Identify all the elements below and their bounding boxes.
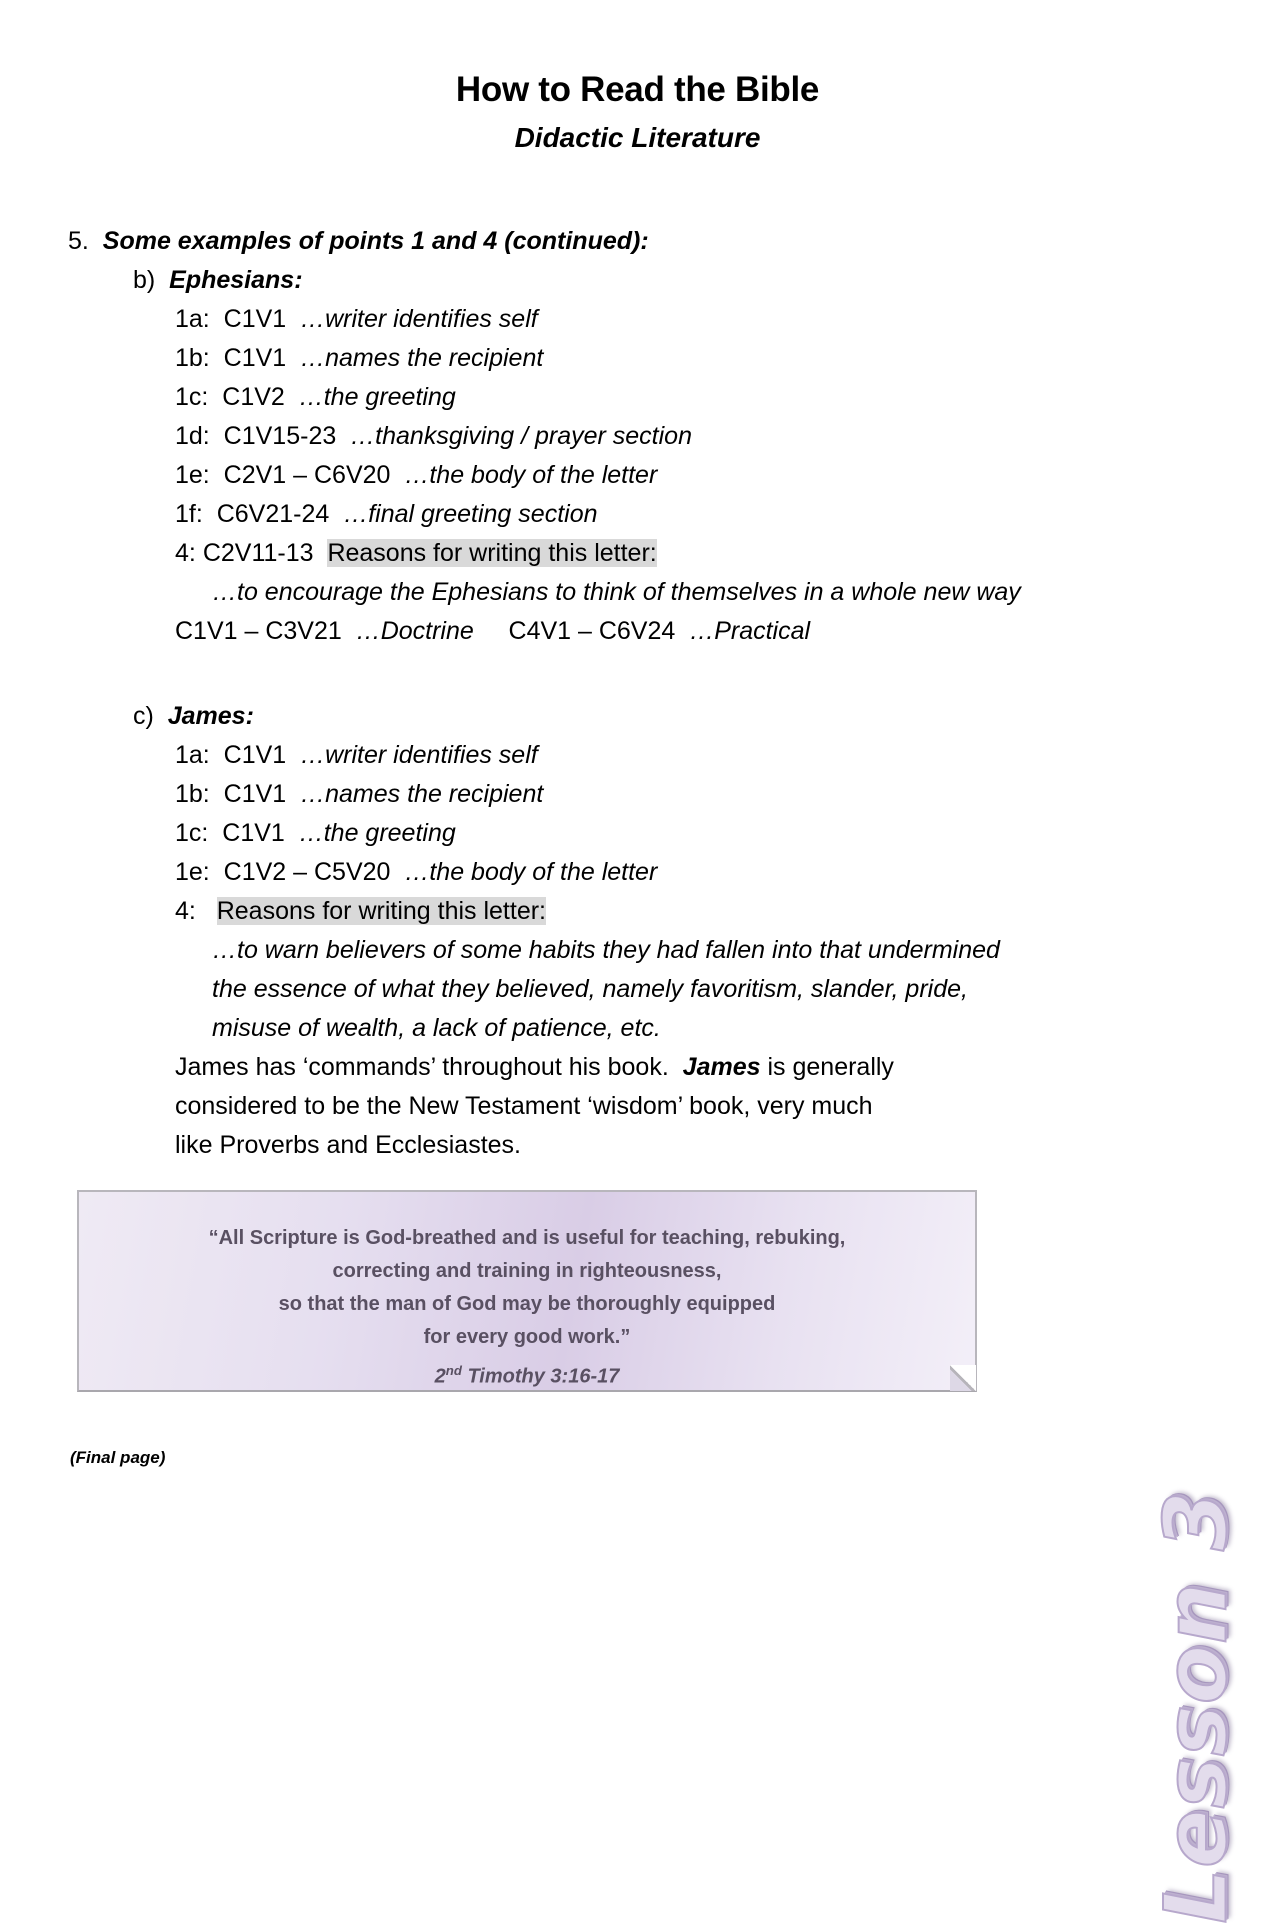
- quote-line: correcting and training in righteousness,: [332, 1260, 722, 1282]
- item-ref: C6V21-24: [216, 500, 330, 528]
- item-ref: C1V1: [223, 344, 287, 372]
- list-item: [0, 495, 1060, 534]
- item-label: 1c:: [175, 819, 209, 847]
- subsection-title-ephesians: Ephesians:: [169, 266, 303, 294]
- item-desc: …final greeting section: [343, 500, 598, 528]
- item-ref: C1V2: [222, 383, 285, 411]
- james-paragraph-line: [0, 1048, 1060, 1087]
- paragraph-emphasis: James: [682, 1053, 761, 1081]
- item-label: 1b:: [175, 344, 210, 372]
- section-number: 5.: [68, 227, 89, 255]
- paragraph-text: is generally: [760, 1053, 894, 1081]
- item-label: 1e:: [175, 858, 210, 886]
- item-ref: C1V1: [223, 780, 287, 808]
- citation-ordinal-suffix: nd: [445, 1363, 462, 1378]
- item-ref: C1V1: [222, 819, 285, 847]
- subsection-marker-b: b): [133, 266, 156, 294]
- footer-note: (Final page): [70, 1448, 166, 1467]
- highlighted-reasons-text: Reasons for writing this letter:: [327, 539, 657, 567]
- subsection-marker-c: c): [133, 702, 154, 730]
- item-label: 1f:: [175, 500, 203, 528]
- reasons-label: 4:: [175, 897, 196, 925]
- list-item: [0, 339, 1060, 378]
- item-label: 1c:: [175, 383, 209, 411]
- item-desc: …the body of the letter: [404, 858, 658, 886]
- list-item: [0, 775, 1060, 814]
- item-label: 1d:: [175, 422, 210, 450]
- quote-line: so that the man of God may be thoroughly equipped: [278, 1293, 776, 1315]
- folded-corner-icon: [950, 1365, 976, 1391]
- lesson-wordart: Lesson 3: [1147, 1490, 1247, 1924]
- citation-number: 2: [434, 1365, 446, 1388]
- reasons-detail-james: the essence of what they believed, namely favoritism, slander, pride,: [212, 975, 968, 1003]
- item-ref: C1V15-23: [223, 422, 337, 450]
- item-ref: C1V1: [223, 741, 287, 769]
- quote-line: “All Scripture is God-breathed and is useful for teaching, rebuking,: [208, 1227, 846, 1249]
- quote-line: for every good work.”: [423, 1326, 631, 1348]
- item-ref: C1V2 – C5V20: [223, 858, 391, 886]
- item-label: 1b:: [175, 780, 210, 808]
- doctrine-practical-split: [0, 612, 1060, 651]
- section-spacer: [0, 651, 1060, 697]
- list-item: [0, 300, 1060, 339]
- item-desc: …thanksgiving / prayer section: [350, 422, 692, 450]
- list-item: [0, 456, 1060, 495]
- reasons-detail-james: misuse of wealth, a lack of patience, etc.: [212, 1014, 661, 1042]
- item-ref: C2V1 – C6V20: [223, 461, 391, 489]
- item-label: 1a:: [175, 741, 210, 769]
- reasons-line-ephesians: [0, 534, 1060, 573]
- subsection-title-james: James:: [167, 702, 254, 730]
- james-paragraph-line: considered to be the New Testament ‘wisdom’ book, very much: [175, 1092, 873, 1120]
- subsection-james-heading: [0, 697, 1060, 736]
- item-desc: …writer identifies self: [300, 741, 538, 769]
- list-item: [0, 736, 1060, 775]
- citation-reference: Timothy 3:16-17: [461, 1365, 620, 1388]
- subsection-ephesians-heading: [0, 261, 1060, 300]
- item-desc: …the greeting: [298, 383, 456, 411]
- item-ref: C1V1: [223, 305, 287, 333]
- practical-ref: C4V1 – C6V24: [508, 617, 676, 645]
- section-heading-text: Some examples of points 1 and 4 (continued):: [102, 227, 649, 255]
- james-paragraph-line: like Proverbs and Ecclesiastes.: [175, 1131, 521, 1159]
- reasons-detail-ephesians: …to encourage the Ephesians to think of themselves in a whole new way: [212, 578, 1021, 606]
- list-item: [0, 378, 1060, 417]
- list-item: [0, 417, 1060, 456]
- doctrine-label: …Doctrine: [355, 617, 474, 645]
- reasons-label: 4:: [175, 539, 196, 567]
- practical-label: …Practical: [689, 617, 811, 645]
- item-desc: …writer identifies self: [300, 305, 538, 333]
- item-desc: …names the recipient: [300, 344, 544, 372]
- item-desc: …the greeting: [298, 819, 456, 847]
- document-body: [0, 222, 1060, 1165]
- quote-citation: [79, 1354, 975, 1394]
- scripture-quote-box: [77, 1190, 977, 1392]
- item-label: 1a:: [175, 305, 210, 333]
- reasons-line-james: [0, 892, 1060, 931]
- highlighted-reasons-text: Reasons for writing this letter:: [216, 897, 546, 925]
- item-desc: …the body of the letter: [404, 461, 658, 489]
- list-item: [0, 853, 1060, 892]
- list-item: [0, 814, 1060, 853]
- item-desc: …names the recipient: [300, 780, 544, 808]
- section-heading: [0, 222, 1060, 261]
- item-label: 1e:: [175, 461, 210, 489]
- reasons-detail-james: …to warn believers of some habits they had fallen into that undermined: [212, 936, 1000, 964]
- paragraph-text: James has ‘commands’ throughout his book.: [175, 1053, 683, 1081]
- reasons-ref: C2V11-13: [202, 539, 314, 567]
- doctrine-ref: C1V1 – C3V21: [175, 617, 342, 645]
- page-title: How to Read the Bible: [455, 70, 820, 109]
- page-subtitle: Didactic Literature: [514, 121, 761, 153]
